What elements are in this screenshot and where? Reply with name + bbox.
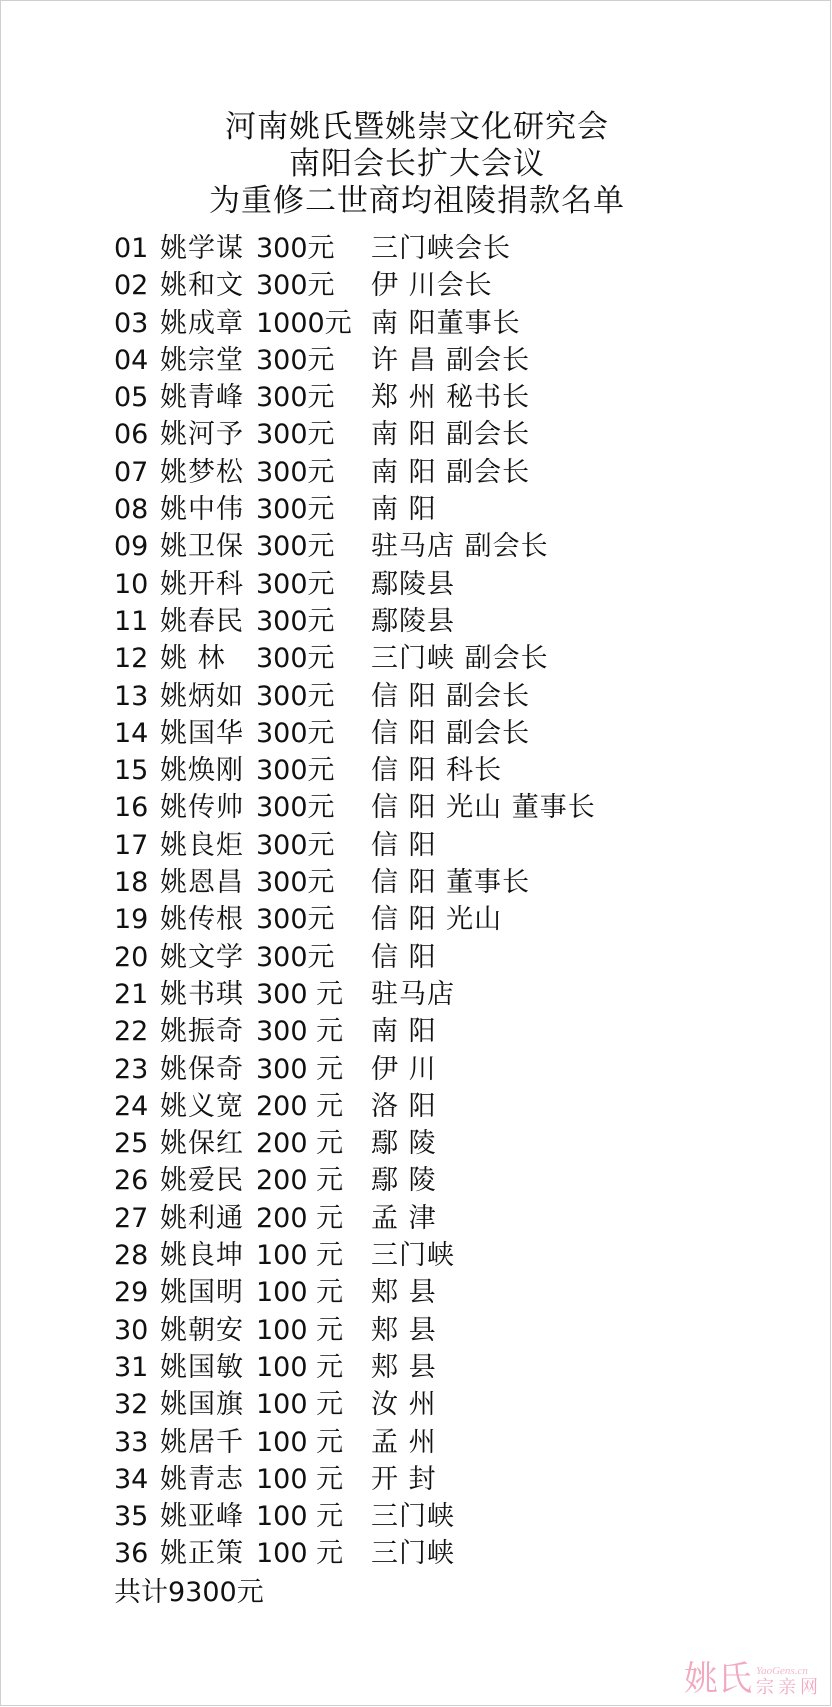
donor-name: 姚梦松 <box>160 456 244 488</box>
donor-name: 姚开科 <box>160 568 244 600</box>
donor-row <box>114 491 596 528</box>
donor-row <box>114 1498 596 1535</box>
donor-row <box>114 901 596 938</box>
donor-role: 伊 川 <box>371 1053 437 1085</box>
donor-row <box>114 976 596 1013</box>
donor-amount: 300 元 <box>256 1053 344 1085</box>
donor-number: 13 <box>114 680 149 712</box>
donor-amount: 300元 <box>256 494 335 526</box>
donor-number: 09 <box>114 531 149 563</box>
donor-number: 35 <box>114 1501 149 1533</box>
donor-name: 姚良炬 <box>160 829 244 861</box>
donor-number: 31 <box>114 1351 149 1383</box>
donor-amount: 100 元 <box>256 1277 344 1309</box>
donor-row <box>114 603 596 640</box>
donor-name: 姚国旗 <box>160 1389 244 1421</box>
donor-number: 16 <box>114 792 149 824</box>
donor-row <box>114 1125 596 1162</box>
donor-role: 郏 县 <box>371 1277 437 1309</box>
donor-amount: 200 元 <box>256 1165 344 1197</box>
donor-role: 孟 津 <box>371 1202 437 1234</box>
donor-name: 姚国华 <box>160 717 244 749</box>
donor-name: 姚朝安 <box>160 1314 244 1346</box>
donor-row <box>114 752 596 789</box>
donor-amount: 100 元 <box>256 1501 344 1533</box>
donor-role: 鄢 陵 <box>371 1128 437 1160</box>
donor-row <box>114 715 596 752</box>
donor-row <box>114 1088 596 1125</box>
donor-role: 汝 州 <box>371 1389 437 1421</box>
donor-amount: 300元 <box>256 531 335 563</box>
donor-number: 02 <box>114 270 149 302</box>
donor-role: 郏 县 <box>371 1314 437 1346</box>
donor-amount: 300 元 <box>256 1016 344 1048</box>
donor-number: 15 <box>114 755 149 787</box>
donor-role: 南 阳 <box>371 1016 437 1048</box>
donor-name: 姚成章 <box>160 307 244 339</box>
donor-row <box>114 1535 596 1572</box>
donor-number: 29 <box>114 1277 149 1309</box>
donor-row <box>114 1162 596 1199</box>
donor-role: 南 阳董事长 <box>371 307 521 339</box>
donor-amount: 100 元 <box>256 1389 344 1421</box>
donor-role: 信 阳 <box>371 941 437 973</box>
donor-amount: 100 元 <box>256 1538 344 1570</box>
donor-number: 30 <box>114 1314 149 1346</box>
donor-role: 伊 川会长 <box>371 270 493 302</box>
donor-amount: 300元 <box>256 605 335 637</box>
watermark-domain: YaoGens.cn <box>756 1665 808 1677</box>
donor-name: 姚恩昌 <box>160 867 244 899</box>
donor-amount: 300元 <box>256 270 335 302</box>
donor-amount: 200 元 <box>256 1090 344 1122</box>
donor-amount: 200 元 <box>256 1128 344 1160</box>
donor-amount: 100 元 <box>256 1240 344 1272</box>
donor-name: 姚振奇 <box>160 1016 244 1048</box>
donor-amount: 1000元 <box>256 307 352 339</box>
donor-amount: 100 元 <box>256 1463 344 1495</box>
donor-role: 南 阳 副会长 <box>371 419 531 451</box>
donor-row <box>114 1237 596 1274</box>
document-header <box>1 109 832 220</box>
donor-name: 姚宗堂 <box>160 344 244 376</box>
donor-number: 14 <box>114 717 149 749</box>
donor-row <box>114 1461 596 1498</box>
donor-role: 信 阳 副会长 <box>371 680 531 712</box>
donor-role: 驻马店 <box>371 978 455 1010</box>
title-line-3: 为重修二世商均祖陵捐款名单 <box>209 183 625 219</box>
donor-row <box>114 789 596 826</box>
title-line-2: 南阳会长扩大会议 <box>289 146 545 182</box>
donor-number: 12 <box>114 643 149 675</box>
donor-role: 郑 州 秘书长 <box>371 382 531 414</box>
donor-number: 33 <box>114 1426 149 1458</box>
donor-name: 姚爱民 <box>160 1165 244 1197</box>
donor-amount: 300元 <box>256 456 335 488</box>
donor-number: 25 <box>114 1128 149 1160</box>
donor-name: 姚学谋 <box>160 233 244 264</box>
donor-row <box>114 305 596 342</box>
donor-number: 27 <box>114 1202 149 1234</box>
donor-amount: 300元 <box>256 382 335 414</box>
donor-row <box>114 379 596 416</box>
donor-name: 姚居千 <box>160 1426 244 1458</box>
watermark-side <box>756 1665 822 1699</box>
donor-amount: 300元 <box>256 717 335 749</box>
donor-number: 28 <box>114 1240 149 1272</box>
donor-name: 姚保奇 <box>160 1053 244 1085</box>
donor-amount: 300元 <box>256 419 335 451</box>
donor-amount: 300元 <box>256 568 335 600</box>
donor-role: 三门峡 <box>371 1501 455 1533</box>
donor-row <box>114 864 596 901</box>
donor-role: 信 阳 副会长 <box>371 717 531 749</box>
donor-role: 三门峡会长 <box>371 233 511 264</box>
donor-name: 姚 林 <box>160 643 226 675</box>
donor-number: 05 <box>114 382 149 414</box>
donor-role: 三门峡 副会长 <box>371 643 549 675</box>
donor-number: 21 <box>114 978 149 1010</box>
donor-number: 34 <box>114 1463 149 1495</box>
donor-number: 08 <box>114 494 149 526</box>
donor-number: 22 <box>114 1016 149 1048</box>
donor-role: 鄢陵县 <box>371 568 455 600</box>
donor-name: 姚春民 <box>160 605 244 637</box>
donor-role: 信 阳 光山 董事长 <box>371 792 596 824</box>
donor-role: 信 阳 <box>371 829 437 861</box>
donor-amount: 300元 <box>256 643 335 675</box>
donor-number: 06 <box>114 419 149 451</box>
donor-number: 20 <box>114 941 149 973</box>
donor-number: 01 <box>114 233 149 264</box>
donor-row <box>114 827 596 864</box>
donor-amount: 300元 <box>256 792 335 824</box>
donor-name: 姚正策 <box>160 1538 244 1570</box>
donor-amount: 300元 <box>256 755 335 787</box>
site-watermark <box>684 1651 822 1699</box>
donor-role: 鄢 陵 <box>371 1165 437 1197</box>
donor-name: 姚良坤 <box>160 1240 244 1272</box>
donor-row <box>114 1200 596 1237</box>
donor-number: 23 <box>114 1053 149 1085</box>
donor-row <box>114 1349 596 1386</box>
donor-role: 洛 阳 <box>371 1090 437 1122</box>
donor-name: 姚书琪 <box>160 978 244 1010</box>
donor-row <box>114 939 596 976</box>
watermark-main-text: 姚氏 <box>684 1659 752 1699</box>
donor-row <box>114 1424 596 1461</box>
donor-number: 03 <box>114 307 149 339</box>
donor-number: 10 <box>114 568 149 600</box>
donor-role: 鄢陵县 <box>371 605 455 637</box>
donor-role: 孟 州 <box>371 1426 437 1458</box>
donor-number: 36 <box>114 1538 149 1570</box>
donor-row <box>114 454 596 491</box>
donor-number: 19 <box>114 904 149 936</box>
donor-amount: 100 元 <box>256 1314 344 1346</box>
donor-role: 郏 县 <box>371 1351 437 1383</box>
donor-name: 姚焕刚 <box>160 755 244 787</box>
donor-role: 三门峡 <box>371 1538 455 1570</box>
donor-name: 姚亚峰 <box>160 1501 244 1533</box>
donor-row <box>114 416 596 453</box>
donor-number: 26 <box>114 1165 149 1197</box>
donor-name: 姚保红 <box>160 1128 244 1160</box>
donor-row <box>114 1274 596 1311</box>
donor-name: 姚传根 <box>160 904 244 936</box>
donor-role: 三门峡 <box>371 1240 455 1272</box>
donor-role: 开 封 <box>371 1463 437 1495</box>
donor-row <box>114 267 596 304</box>
donor-name: 姚河予 <box>160 419 244 451</box>
title-line-1: 河南姚氏暨姚崇文化研究会 <box>225 109 609 145</box>
donor-role: 信 阳 光山 <box>371 904 503 936</box>
donor-number: 32 <box>114 1389 149 1421</box>
donor-row <box>114 1051 596 1088</box>
donor-amount: 300元 <box>256 904 335 936</box>
donor-row <box>114 678 596 715</box>
donor-name: 姚炳如 <box>160 680 244 712</box>
donor-number: 11 <box>114 605 149 637</box>
donor-row <box>114 1312 596 1349</box>
donor-amount: 300元 <box>256 867 335 899</box>
donor-role: 南 阳 <box>371 494 437 526</box>
donor-amount: 100 元 <box>256 1351 344 1383</box>
donor-name: 姚青峰 <box>160 382 244 414</box>
donor-role: 许 昌 副会长 <box>371 344 531 376</box>
donor-name: 姚传帅 <box>160 792 244 824</box>
donor-row <box>114 230 596 267</box>
donor-amount: 300元 <box>256 344 335 376</box>
donor-number: 17 <box>114 829 149 861</box>
donor-name: 姚文学 <box>160 941 244 973</box>
donor-amount: 300元 <box>256 233 335 264</box>
donor-amount: 100 元 <box>256 1426 344 1458</box>
donor-role: 信 阳 科长 <box>371 755 503 787</box>
donor-row <box>114 342 596 379</box>
donor-name: 姚国敏 <box>160 1351 244 1383</box>
donor-list <box>114 230 596 1613</box>
donor-amount: 300元 <box>256 680 335 712</box>
total-amount: 共计9300元 <box>114 1576 264 1608</box>
donor-row <box>114 1386 596 1423</box>
donor-name: 姚卫保 <box>160 531 244 563</box>
donor-name: 姚和文 <box>160 270 244 302</box>
donor-amount: 300 元 <box>256 978 344 1010</box>
donor-number: 04 <box>114 344 149 376</box>
watermark-subtext: 宗亲网 <box>756 1677 822 1698</box>
donor-role: 南 阳 副会长 <box>371 456 531 488</box>
donor-role: 驻马店 副会长 <box>371 531 549 563</box>
donor-row <box>114 640 596 677</box>
donor-row <box>114 1013 596 1050</box>
donor-amount: 300元 <box>256 941 335 973</box>
donor-name: 姚青志 <box>160 1463 244 1495</box>
donor-name: 姚利通 <box>160 1202 244 1234</box>
donor-row <box>114 566 596 603</box>
donor-name: 姚中伟 <box>160 494 244 526</box>
donor-number: 24 <box>114 1090 149 1122</box>
donor-name: 姚义宽 <box>160 1090 244 1122</box>
donor-role: 信 阳 董事长 <box>371 867 531 899</box>
donor-number: 18 <box>114 867 149 899</box>
donor-name: 姚国明 <box>160 1277 244 1309</box>
donor-number: 07 <box>114 456 149 488</box>
donor-row <box>114 528 596 565</box>
donor-amount: 200 元 <box>256 1202 344 1234</box>
donor-amount: 300元 <box>256 829 335 861</box>
